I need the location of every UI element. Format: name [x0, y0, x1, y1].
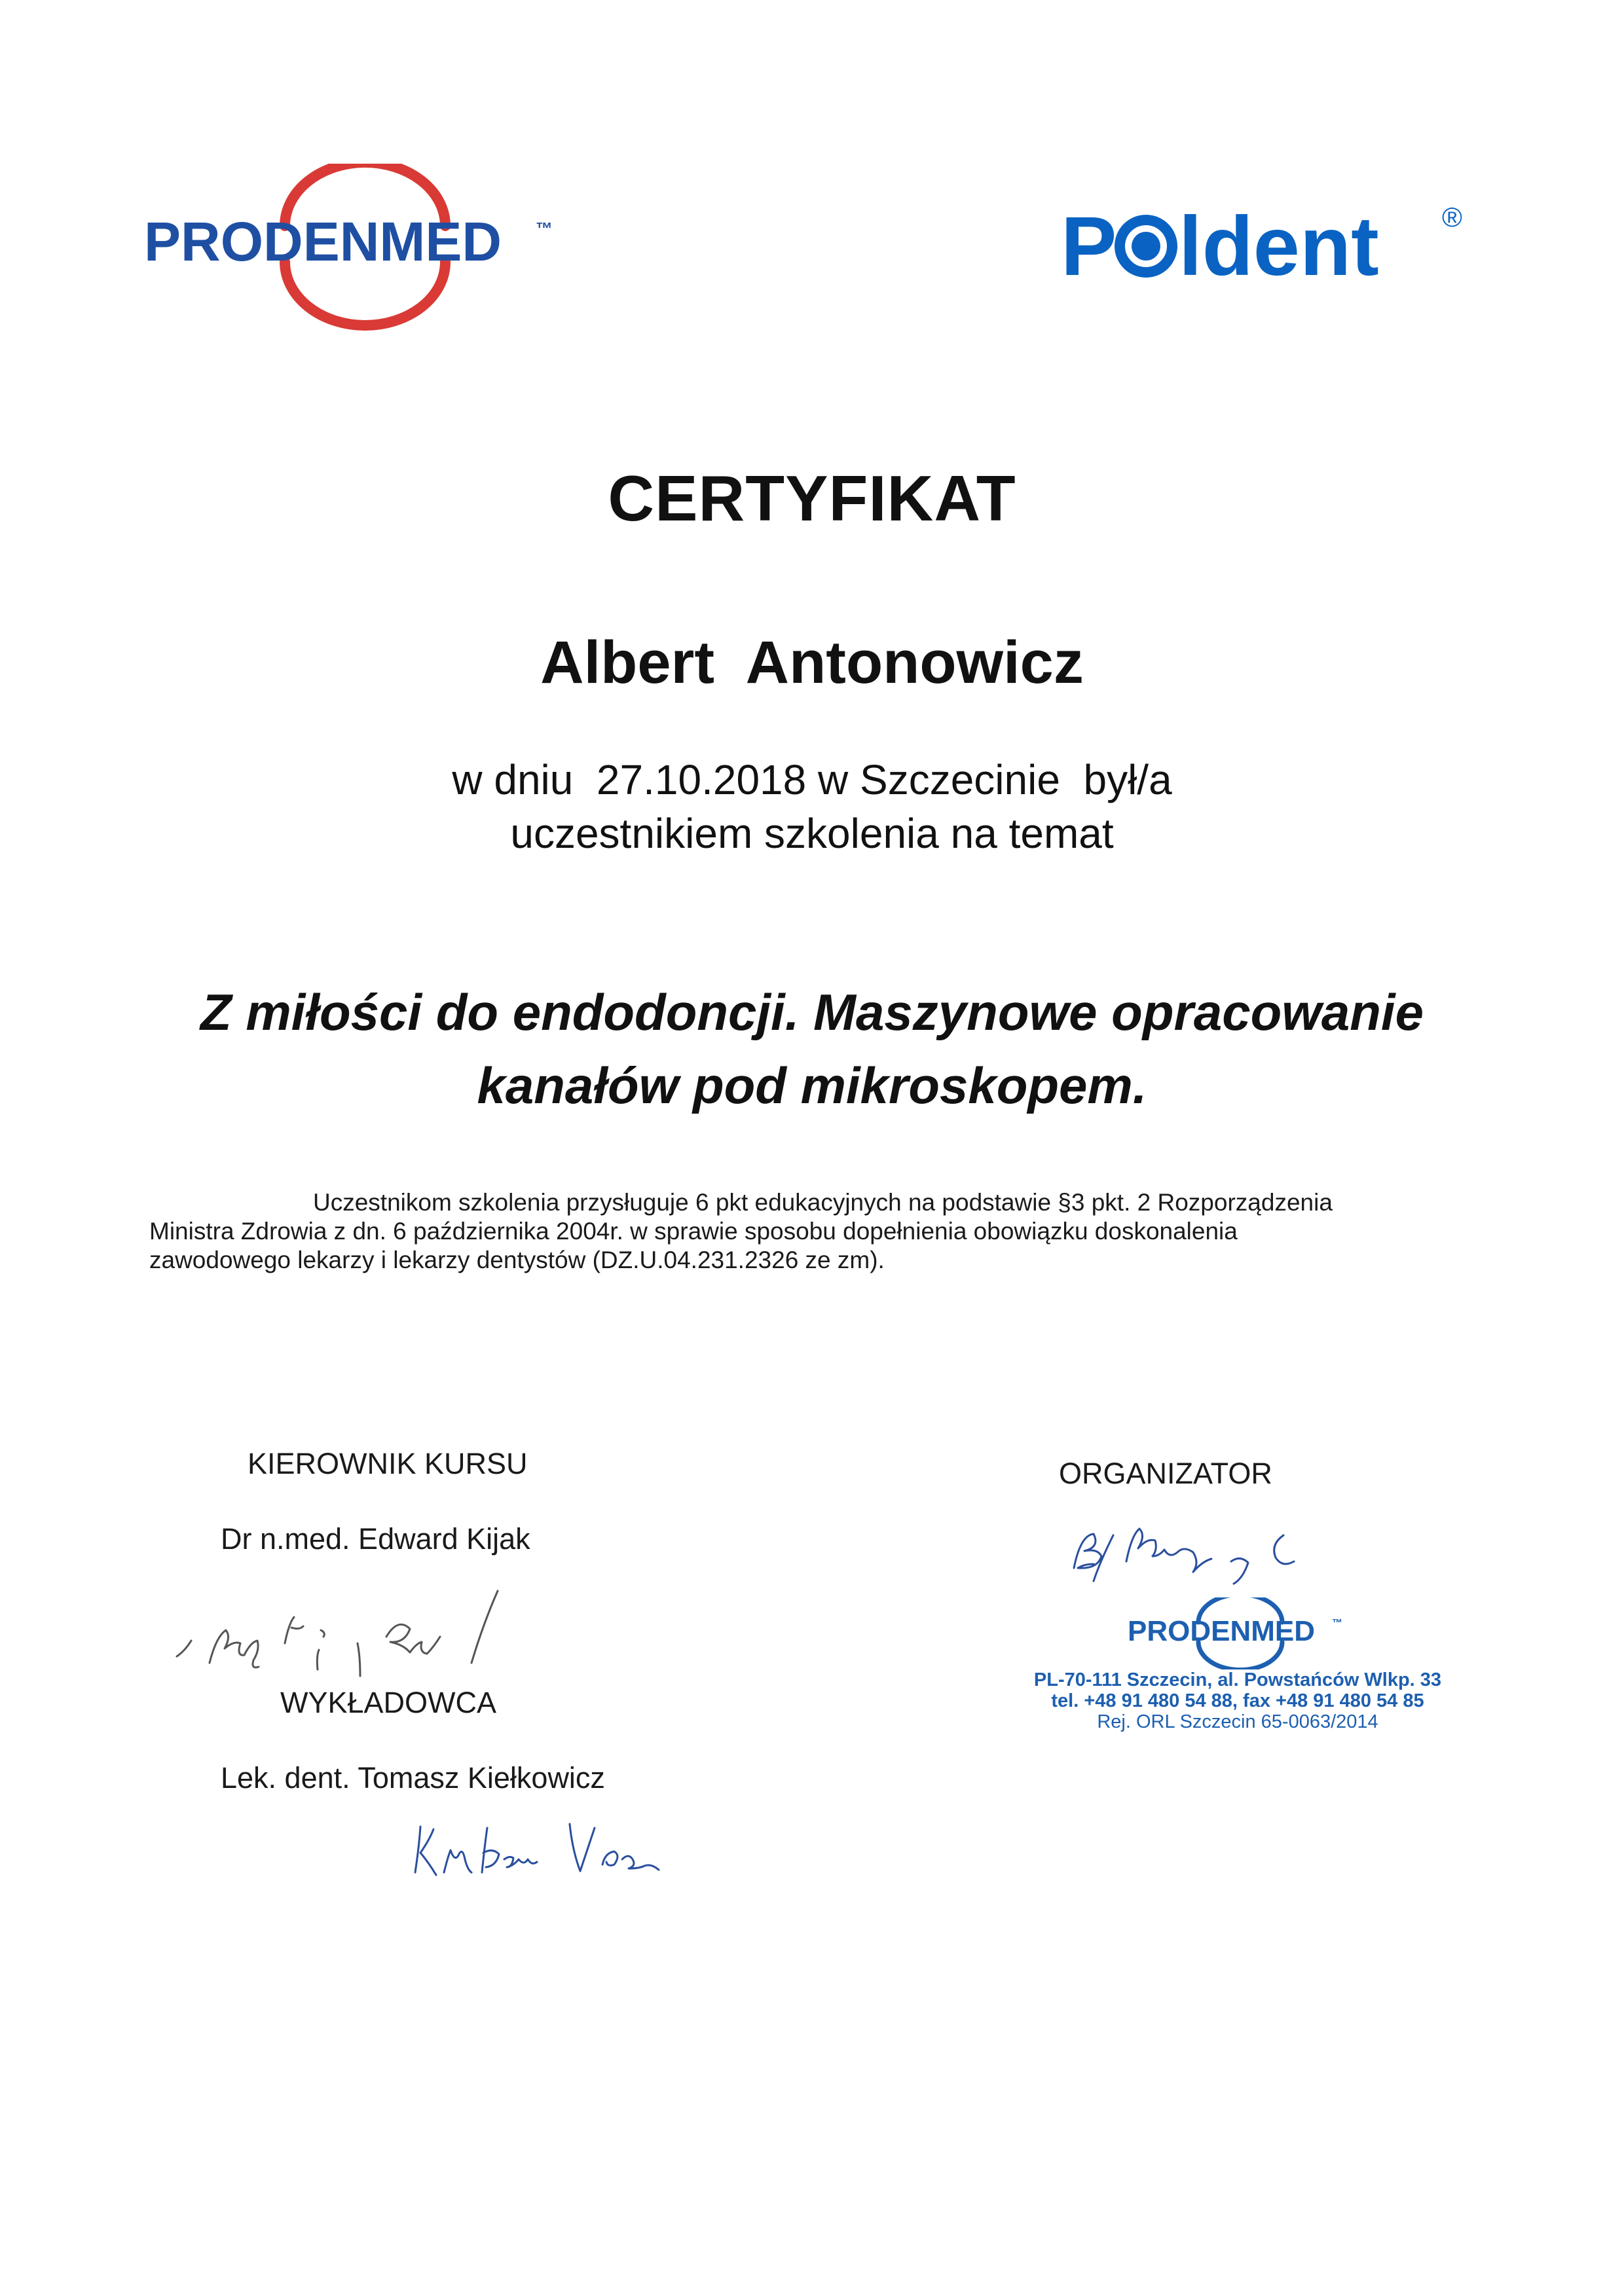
- prodenmed-logo-tm: ™: [536, 219, 553, 238]
- topic-line-2: kanałów pod mikroskopem.: [477, 1057, 1147, 1114]
- legal-line-2: Ministra Zdrowia z dn. 6 października 2004r. w sprawie sposobu dopełnienia obowiązku doskonalenia: [149, 1218, 1238, 1245]
- legal-line-3: zawodowego lekarzy i lekarzy dentystów (DZ.U.04.231.2326 ze zm).: [149, 1247, 885, 1273]
- course-director-name: Dr n.med. Edward Kijak: [221, 1522, 530, 1556]
- stamp-logo-tm: ™: [1332, 1618, 1342, 1629]
- legal-notice: [149, 1188, 1479, 1275]
- training-topic: [0, 975, 1624, 1122]
- stamp-address: PL-70-111 Szczecin, al. Powstańców Wlkp. 33: [1033, 1669, 1442, 1690]
- poldent-logo-rest: ldent: [1179, 200, 1379, 293]
- legal-line-1: Uczestnikom szkolenia przysługuje 6 pkt edukacyjnych na podstawie §3 pkt. 2 Rozporządzenia: [313, 1189, 1333, 1216]
- course-director-label: KIEROWNIK KURSU: [248, 1447, 528, 1480]
- poldent-logo: [1061, 190, 1480, 308]
- course-director-signature: [164, 1565, 570, 1696]
- lecturer-name: Lek. dent. Tomasz Kiełkowicz: [221, 1761, 605, 1795]
- lecturer-signature: [406, 1807, 681, 1892]
- intro-text: [0, 753, 1624, 860]
- intro-line-1: w dniu 27.10.2018 w Szczecinie był/a: [452, 756, 1172, 803]
- poldent-logo-o-inner: [1132, 232, 1160, 261]
- stamp-prodenmed-logo: [1120, 1597, 1356, 1669]
- organizer-stamp: [1008, 1597, 1467, 1732]
- participant-name: Albert Antonowicz: [540, 629, 1084, 696]
- stamp-phone: tel. +48 91 480 54 88, fax +48 91 480 54 85: [1051, 1690, 1424, 1711]
- lecturer-label: WYKŁADOWCA: [280, 1686, 497, 1719]
- certificate-title: CERTYFIKAT: [608, 462, 1016, 534]
- organizer-signature: [1061, 1509, 1375, 1594]
- organizer-label: ORGANIZATOR: [1059, 1457, 1272, 1490]
- topic-line-1: Z miłości do endodoncji. Maszynowe opracowanie: [200, 983, 1424, 1041]
- poldent-logo-registered: ®: [1442, 202, 1462, 232]
- stamp-logo-text: PRODENMED: [1128, 1615, 1316, 1647]
- intro-line-2: uczestnikiem szkolenia na temat: [510, 810, 1114, 857]
- poldent-logo-p: P: [1061, 200, 1117, 293]
- prodenmed-logo: [138, 164, 583, 334]
- stamp-registry: Rej. ORL Szczecin 65-0063/2014: [1097, 1711, 1378, 1732]
- prodenmed-logo-text: PRODENMED: [144, 211, 502, 272]
